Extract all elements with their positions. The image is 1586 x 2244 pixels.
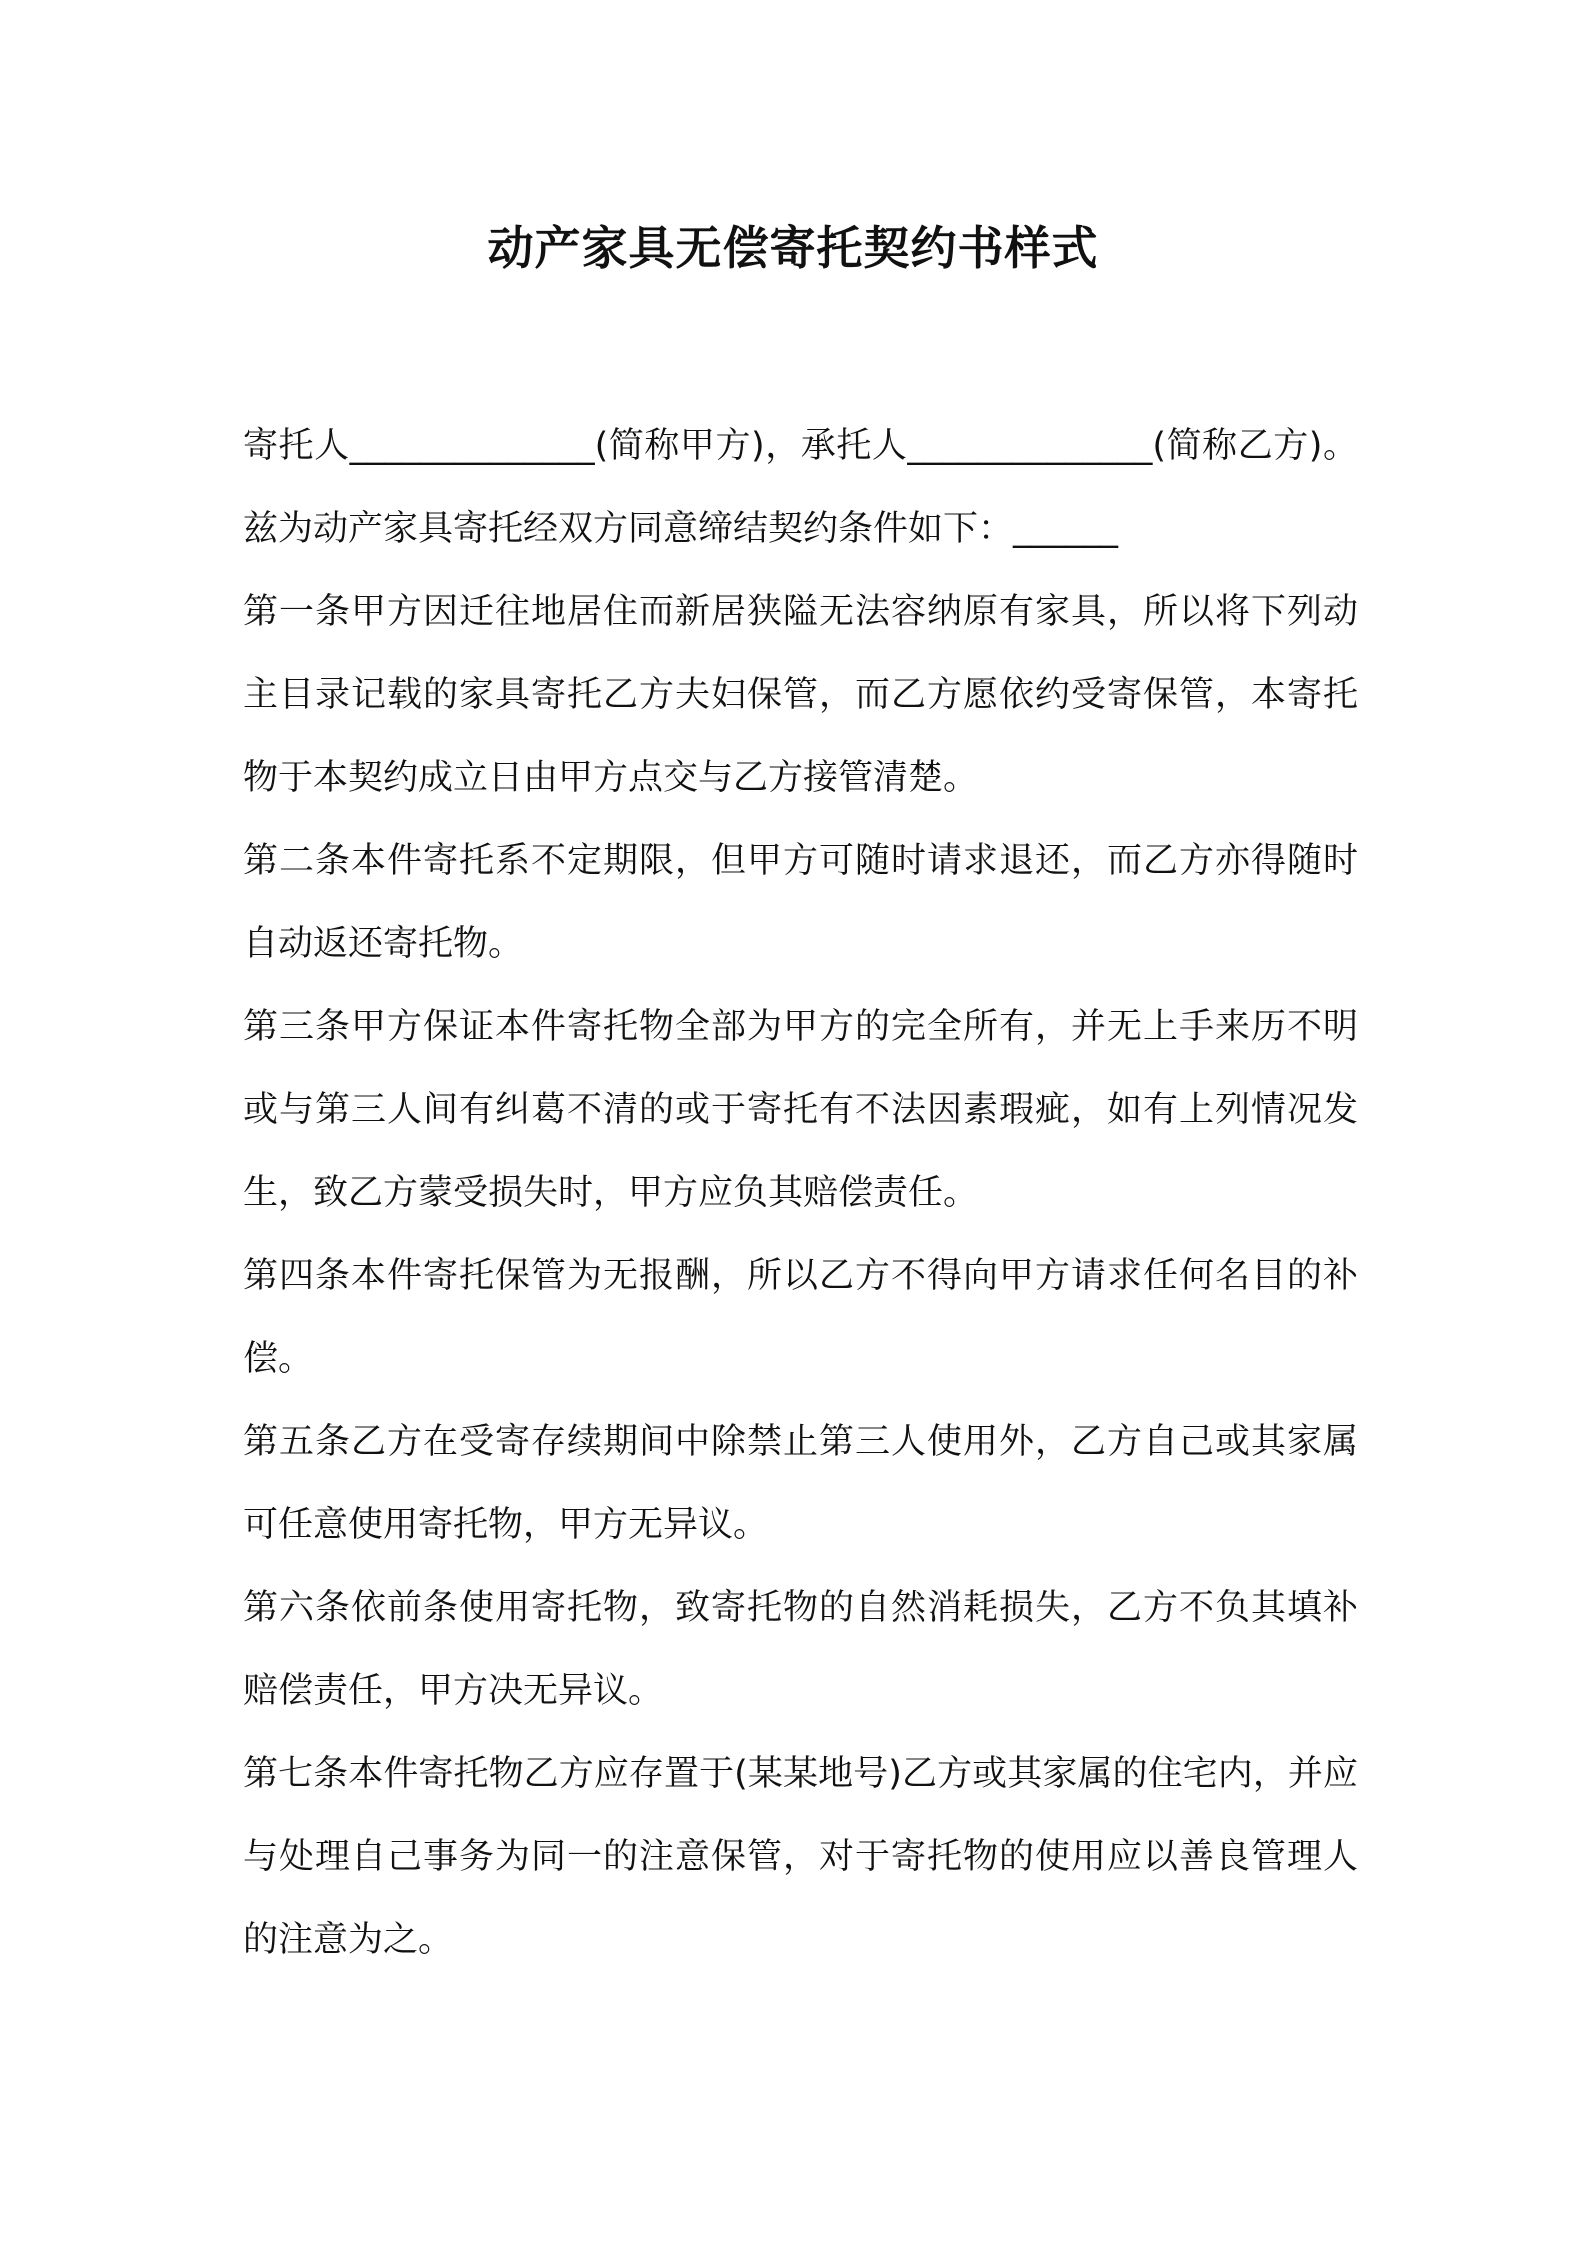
- document-title: 动产家具无偿寄托契约书样式: [487, 221, 1099, 275]
- paragraph-article-6: 第六条依前条使用寄托物，致寄托物的自然消耗损失，乙方不负其填补赔偿责任，甲方决无异议。: [243, 1588, 1358, 1711]
- paragraph-article-4: 第四条本件寄托保管为无报酬，所以乙方不得向甲方请求任何名目的补偿。: [243, 1256, 1358, 1379]
- paragraph-article-5: 第五条乙方在受寄存续期间中除禁止第三人使用外，乙方自己或其家属可任意使用寄托物，甲方无异议。: [243, 1422, 1358, 1545]
- paragraph-article-2: 第二条本件寄托系不定期限，但甲方可随时请求退还，而乙方亦得随时自动返还寄托物。: [243, 841, 1358, 964]
- paragraph-article-1: 第一条甲方因迁往地居住而新居狭隘无法容纳原有家具，所以将下列动主目录记载的家具寄托乙方夫妇保管，而乙方愿依约受寄保管，本寄托物于本契约成立日由甲方点交与乙方接管清楚。: [243, 592, 1358, 798]
- paragraph-article-7: 第七条本件寄托物乙方应存置于(某某地号)乙方或其家属的住宅内，并应与处理自己事务为同一的注意保管，对于寄托物的使用应以善良管理人的注意为之。: [243, 1754, 1358, 1960]
- document-body: [243, 405, 1358, 1982]
- paragraph-article-3: 第三条甲方保证本件寄托物全部为甲方的完全所有，并无上手来历不明或与第三人间有纠葛不清的或于寄托有不法因素瑕疵，如有上列情况发生，致乙方蒙受损失时，甲方应负其赔偿责任。: [243, 1007, 1358, 1213]
- paragraph-parties: 寄托人______________(简称甲方)，承托人______________(简称乙方)。兹为动产家具寄托经双方同意缔结契约条件如下：______: [243, 426, 1358, 549]
